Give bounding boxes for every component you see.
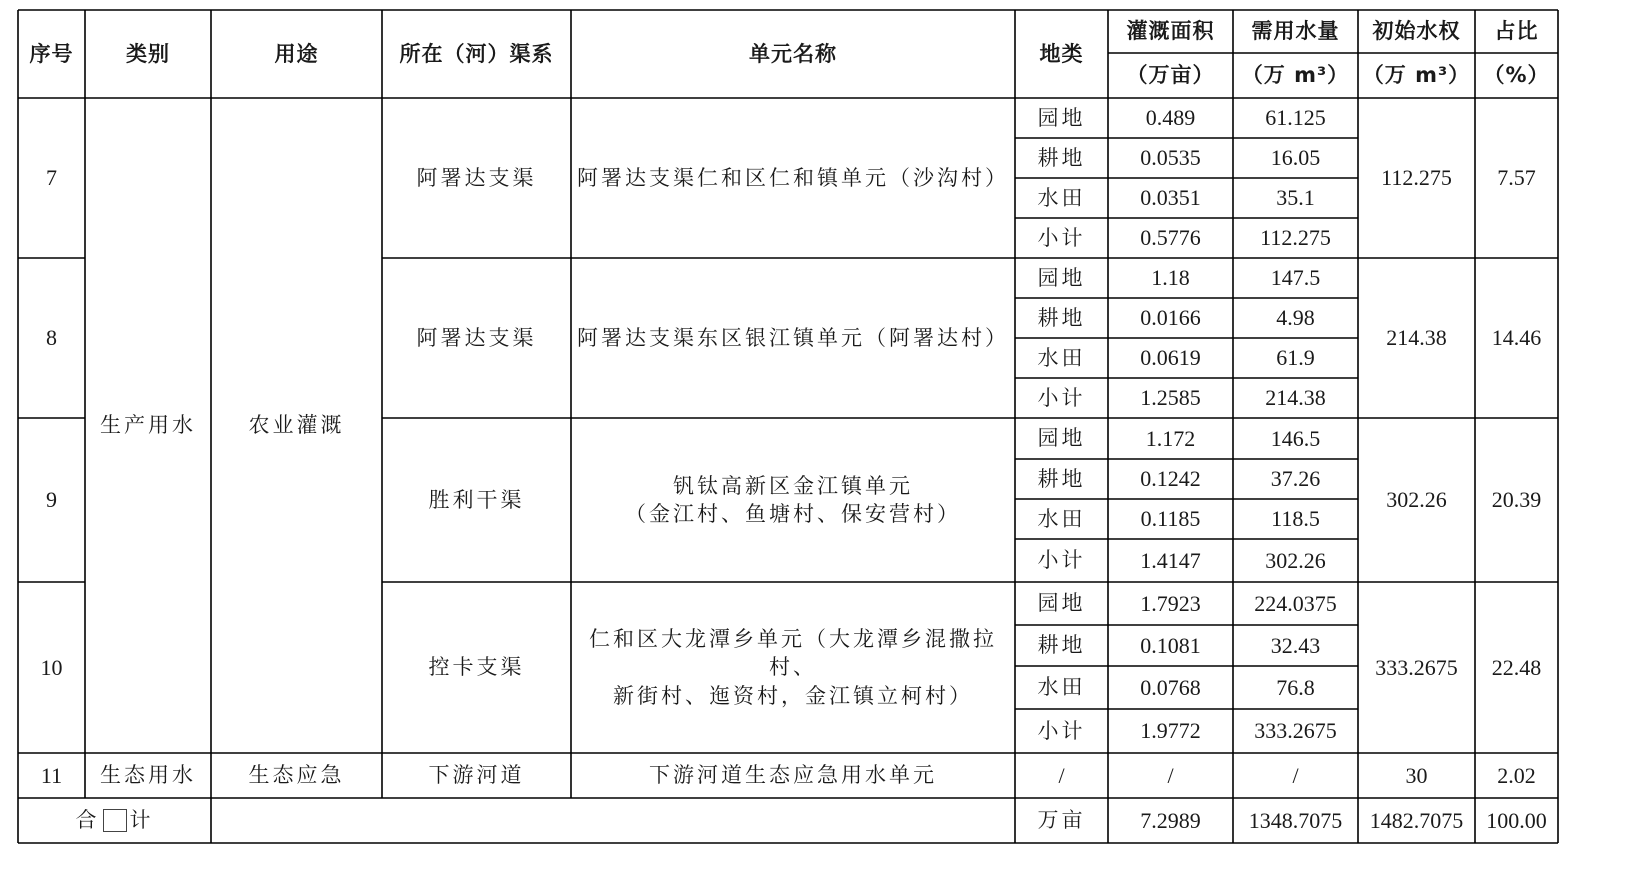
land-type: / <box>1058 762 1065 788</box>
row-no: 7 <box>46 165 57 191</box>
initial-water-right: 30 <box>1405 762 1428 788</box>
land-type: 园地 <box>1037 265 1086 290</box>
header-ratio-unit: （%） <box>1483 63 1550 88</box>
unit-name-line: 阿署达支渠仁和区仁和镇单元（沙沟村） <box>577 165 1009 190</box>
canal-name: 阿署达支渠 <box>416 325 537 350</box>
canal-name: 控卡支渠 <box>428 655 525 680</box>
row-no: 10 <box>40 654 63 680</box>
land-type: 水田 <box>1037 675 1086 700</box>
water-demand: 214.38 <box>1265 385 1326 411</box>
header-purpose: 用途 <box>274 41 319 66</box>
unit-name-line: 新街村、迤资村，金江镇立柯村） <box>613 683 973 708</box>
header-demand: 需用水量 <box>1251 19 1340 44</box>
unit-name <box>571 582 1015 753</box>
land-type: 水田 <box>1037 185 1086 210</box>
canal-name: 阿署达支渠 <box>416 165 537 190</box>
water-demand: 147.5 <box>1270 265 1321 291</box>
initial-water-right: 214.38 <box>1386 325 1447 351</box>
total-label <box>18 798 211 843</box>
land-type: 小计 <box>1037 718 1086 743</box>
unit-name <box>571 98 1015 258</box>
total-label-right: 计 <box>129 808 154 833</box>
category-production: 生产用水 <box>100 413 196 438</box>
unit-name <box>571 418 1015 582</box>
land-type: 小计 <box>1037 385 1086 410</box>
category-ecology: 生态用水 <box>100 763 196 788</box>
land-type: 耕地 <box>1037 633 1086 658</box>
land-type: 小计 <box>1037 225 1086 250</box>
purpose-irrigation: 农业灌溉 <box>248 413 345 438</box>
water-demand: 76.8 <box>1276 674 1315 700</box>
ratio-percent: 2.02 <box>1497 762 1536 788</box>
ratio-percent: 22.48 <box>1491 654 1542 680</box>
water-demand: 118.5 <box>1271 506 1320 532</box>
water-demand: 37.26 <box>1270 466 1321 492</box>
irrigation-area: 0.489 <box>1145 105 1196 131</box>
header-category: 类别 <box>126 41 170 66</box>
irrigation-area: 0.0166 <box>1140 305 1201 331</box>
water-demand: 32.43 <box>1270 632 1321 658</box>
canal-name: 下游河道 <box>428 763 525 788</box>
purpose-emergency: 生态应急 <box>248 763 345 788</box>
initial-water-right: 333.2675 <box>1375 654 1458 680</box>
irrigation-area: 0.0768 <box>1140 674 1201 700</box>
total-label-left: 合 <box>75 808 100 833</box>
land-type: 耕地 <box>1037 466 1086 491</box>
header-unit-name: 单元名称 <box>749 41 837 66</box>
total-ratio: 100.00 <box>1486 807 1547 833</box>
row-no: 11 <box>40 762 63 788</box>
land-type: 耕地 <box>1037 305 1086 330</box>
unit-name-line: （金江村、鱼塘村、保安营村） <box>625 502 961 526</box>
total-right: 1482.7075 <box>1369 807 1464 833</box>
irrigation-area: 1.172 <box>1145 425 1196 451</box>
water-demand: 16.05 <box>1270 145 1321 171</box>
unit-name: 下游河道生态应急用水单元 <box>649 763 937 788</box>
header-right: 初始水权 <box>1372 19 1461 44</box>
canal-name: 胜利干渠 <box>428 487 525 512</box>
header-ratio: 占比 <box>1494 19 1539 44</box>
irrigation-area: 0.0351 <box>1140 185 1201 211</box>
water-demand: 146.5 <box>1270 425 1321 451</box>
header-land: 地类 <box>1039 41 1084 66</box>
land-type: 耕地 <box>1037 145 1086 170</box>
initial-water-right: 112.275 <box>1381 165 1452 191</box>
total-area: 7.2989 <box>1140 807 1201 833</box>
total-land-unit: 万亩 <box>1037 808 1086 833</box>
land-type: 水田 <box>1037 345 1086 370</box>
unit-name <box>571 258 1015 418</box>
placeholder-box <box>103 809 127 832</box>
irrigation-area: 0.1081 <box>1140 632 1201 658</box>
total-demand: 1348.7075 <box>1248 807 1343 833</box>
irrigation-area: 0.1242 <box>1140 466 1201 492</box>
header-right-unit: （万 m³） <box>1362 63 1471 88</box>
water-demand: 112.275 <box>1260 225 1331 251</box>
water-demand: 333.2675 <box>1254 718 1337 744</box>
unit-name-line: 仁和区大龙潭乡单元（大龙潭乡混撒拉村、 <box>589 626 997 680</box>
unit-name-line: 阿署达支渠东区银江镇单元（阿署达村） <box>577 325 1009 350</box>
land-type: 园地 <box>1037 591 1086 616</box>
header-no: 序号 <box>29 41 74 66</box>
water-demand: 61.9 <box>1276 345 1315 371</box>
header-area: 灌溉面积 <box>1126 19 1215 44</box>
irrigation-area: 0.0535 <box>1140 145 1201 171</box>
land-type: 水田 <box>1037 506 1086 531</box>
water-demand: / <box>1292 762 1299 788</box>
total-blank-cell <box>211 798 1015 843</box>
irrigation-area: 0.5776 <box>1140 225 1201 251</box>
header-demand-unit: （万 m³） <box>1241 63 1350 88</box>
irrigation-area: 0.0619 <box>1140 345 1201 371</box>
header-area-unit: （万亩） <box>1126 63 1215 88</box>
water-demand: 302.26 <box>1265 547 1326 573</box>
irrigation-area: 0.1185 <box>1140 506 1201 532</box>
irrigation-area: 1.9772 <box>1140 718 1201 744</box>
row-no: 8 <box>46 325 57 351</box>
ratio-percent: 7.57 <box>1497 165 1536 191</box>
initial-water-right: 302.26 <box>1386 487 1447 513</box>
irrigation-area: 1.2585 <box>1140 385 1201 411</box>
header-canal: 所在（河）渠系 <box>399 41 554 66</box>
water-demand: 224.0375 <box>1254 590 1337 616</box>
land-type: 园地 <box>1037 105 1086 130</box>
land-type: 园地 <box>1037 426 1086 451</box>
land-type: 小计 <box>1037 548 1086 573</box>
ratio-percent: 14.46 <box>1491 325 1542 351</box>
irrigation-area: 1.4147 <box>1140 547 1201 573</box>
water-demand: 35.1 <box>1276 185 1315 211</box>
ratio-percent: 20.39 <box>1491 487 1542 513</box>
unit-name-line: 钒钛高新区金江镇单元 <box>673 473 913 498</box>
water-demand: 61.125 <box>1265 105 1326 131</box>
water-demand: 4.98 <box>1276 305 1315 331</box>
irrigation-area: 1.18 <box>1151 265 1190 291</box>
irrigation-area: / <box>1167 762 1174 788</box>
irrigation-area: 1.7923 <box>1140 590 1201 616</box>
row-no: 9 <box>46 487 57 513</box>
